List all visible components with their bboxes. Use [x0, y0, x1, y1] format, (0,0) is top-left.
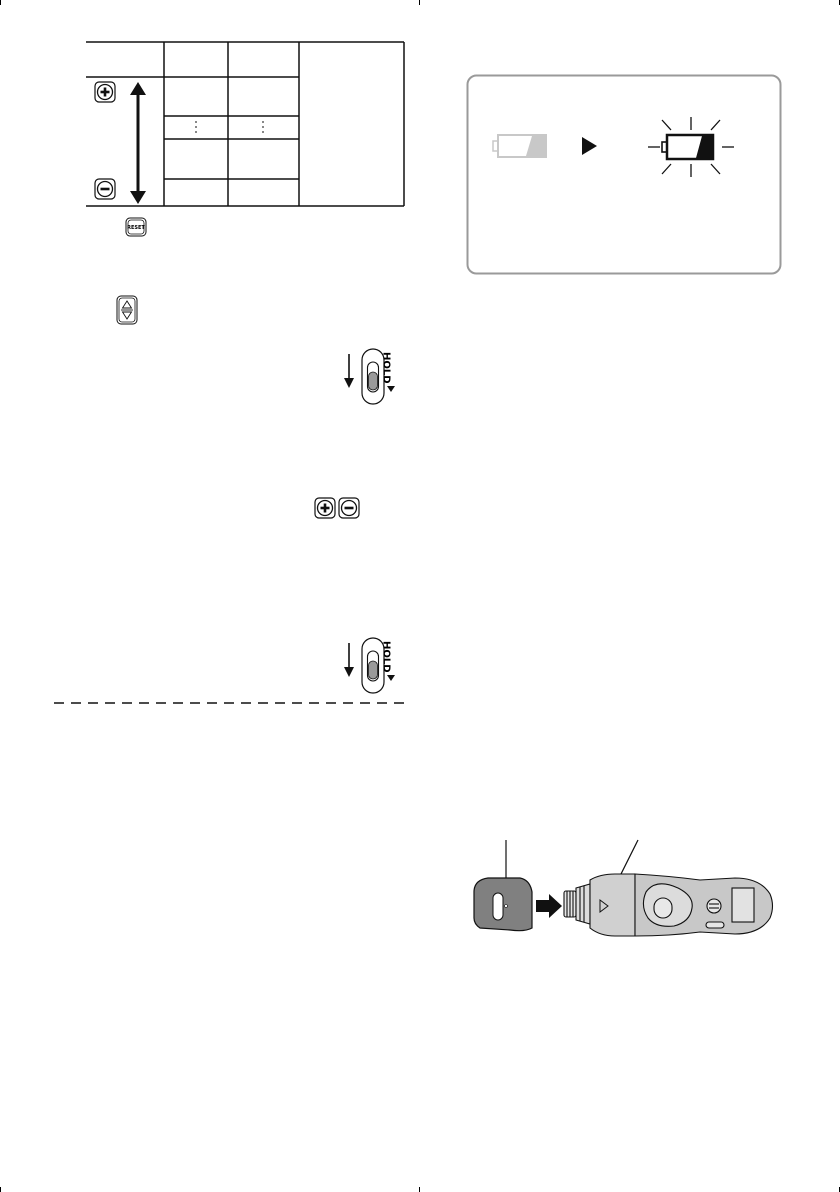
- hold-switch-icon: [338, 635, 414, 697]
- battery-low-icon: [492, 133, 548, 159]
- double-arrow-icon: [128, 82, 148, 204]
- plus-button-icon: [314, 497, 336, 519]
- plus-button-icon: [94, 81, 116, 103]
- reset-button-icon: [125, 217, 147, 237]
- up-down-button-icon: [116, 295, 138, 325]
- minus-button-icon: [94, 178, 116, 200]
- dashed-separator: [54, 700, 410, 706]
- play-arrow-icon: [580, 136, 598, 156]
- battery-blinking-icon: [646, 114, 736, 180]
- reset-label: RESET: [127, 225, 145, 231]
- minus-button-icon: [338, 497, 360, 519]
- hold-switch-icon: [338, 346, 414, 408]
- attachment-illustration: [470, 838, 780, 946]
- hold-label: HOLD: [380, 352, 392, 384]
- hold-label: HOLD: [380, 641, 392, 673]
